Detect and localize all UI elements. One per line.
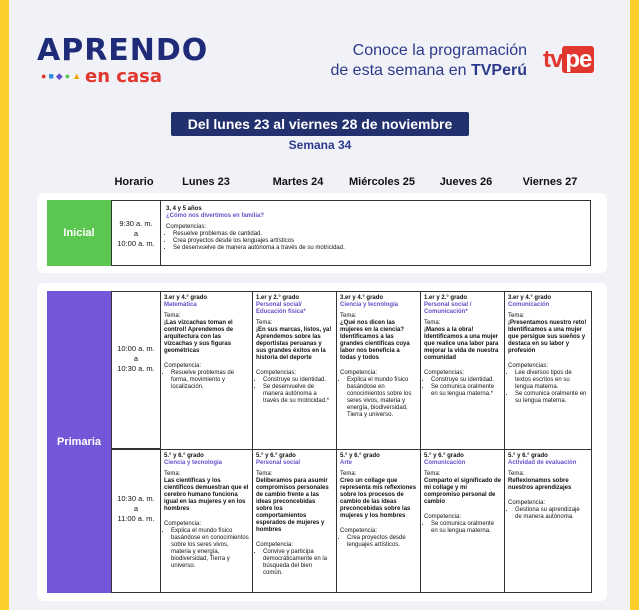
week-label: Semana 34 xyxy=(288,138,352,152)
grade-label: 3.er y 4.° grado xyxy=(164,295,208,301)
competencia-item: • Explica el mundo físico basándose en conocimientos sobre los seres vivos, materia y energía, biodiversidad, Tierra y universo. xyxy=(347,377,417,419)
tema-label: Tema: xyxy=(164,313,181,319)
primaria-time-1: 10:00 a. m. a 10:30 a. m. xyxy=(111,291,161,449)
subject-label: Personal social xyxy=(256,460,301,466)
competencia-list xyxy=(164,370,249,391)
logo-line1: APRENDO xyxy=(37,33,209,68)
grade-label: 1.er y 2.° grado xyxy=(424,295,468,301)
competencia-item: • Resuelve problemas de forma, movimiento y localización. xyxy=(171,370,249,391)
header-jueves: Jueves 26 xyxy=(439,176,493,188)
grade-label: 3.er y 4.° grado xyxy=(508,295,552,301)
competencia-item: • Se comunica oralmente en su lengua materna. xyxy=(515,391,588,405)
competencia-list xyxy=(256,377,333,405)
tema-text: Las científicas y los científicos demuestran que el cerebro humano funciona igual en las mujeres y en los hombres xyxy=(164,478,249,512)
tema-label: Tema: xyxy=(340,313,357,319)
tagline-line1: Conoce la programación xyxy=(352,42,527,59)
subject-label: Personal social / Comunicación* xyxy=(424,302,472,315)
session-cell xyxy=(504,291,592,450)
session-cell xyxy=(504,449,592,593)
competencia-item: • Se comunica oralmente en su lengua materna. xyxy=(431,521,501,535)
competencia-list xyxy=(164,528,249,570)
competencia-label: Competencia: xyxy=(164,521,202,527)
header-viernes: Viernes 27 xyxy=(522,176,578,188)
competencia-label: Competencia: xyxy=(256,542,294,548)
tema-label: Tema: xyxy=(256,320,273,326)
subject-label: Ciencia y tecnología xyxy=(164,460,223,466)
competencia-label: Competencias: xyxy=(256,370,297,376)
tema-text: Reflexionamos sobre nuestros aprendizajes xyxy=(508,478,572,491)
competencia-item: • Construye su identidad. xyxy=(263,377,333,384)
competencia-list xyxy=(508,507,588,521)
tema-label: Tema: xyxy=(256,471,273,477)
competencia-list xyxy=(340,377,417,419)
competencia-item: • Se desenvuelve de manera autónoma a través de su motricidad.* xyxy=(263,384,333,405)
header-martes: Martes 24 xyxy=(272,176,324,188)
subject-label: Personal social/ Educación física* xyxy=(256,302,306,315)
tema-label: Tema: xyxy=(424,320,441,326)
primaria-time-2: 10:30 a. m. a 11:00 a. m. xyxy=(111,449,161,593)
grade-label: 5.° y 6.° grado xyxy=(424,453,464,459)
competencia-label: Competencia: xyxy=(340,528,378,534)
subject-label: Ciencia y tecnología xyxy=(340,302,399,308)
subject-label: Comunicación xyxy=(508,302,550,308)
session-title: ¿Cómo nos divertimos en familia? xyxy=(166,213,265,219)
tema-label: Tema: xyxy=(508,471,525,477)
competencia-item: • Convive y participa democráticamente en la búsqueda del bien común. xyxy=(263,549,333,577)
grade-label: 5.° y 6.° grado xyxy=(340,453,380,459)
inicial-time: 9:30 a. m. a 10:00 a. m. xyxy=(111,200,161,266)
competencia-item: • Lee diversos tipos de textos escritos en su lengua materna. xyxy=(515,370,588,391)
session-cell xyxy=(252,291,337,450)
competencias-list: • Resuelve problemas de cantidad. • Crea proyectos desde los lenguajes artísticos • Se desenvuelve de manera autónoma a través de su motricidad. xyxy=(166,231,585,252)
grade-label: 5.° y 6.° grado xyxy=(164,453,204,459)
grade-label: 1.er y 2.° grado xyxy=(256,295,300,301)
competencia-label: Competencias: xyxy=(424,370,465,376)
logo-line2: en casa xyxy=(85,66,162,87)
session-cell xyxy=(420,291,505,450)
competencia-item: • Gestiona su aprendizaje de manera autónoma. xyxy=(515,507,588,521)
primaria-label: Primaria xyxy=(47,291,111,593)
session-cell xyxy=(336,291,421,450)
tagline-line2: de esta semana en TVPerú xyxy=(330,62,527,79)
session-cell xyxy=(336,449,421,593)
header-miercoles: Miércoles 25 xyxy=(348,176,416,188)
header-lunes: Lunes 23 xyxy=(182,176,230,188)
inicial-label: Inicial xyxy=(47,200,111,266)
tema-text: ¡En sus marcas, listos, ya! Aprendemos sobre las deportistas peruanas y sus grandes éxitos en la historia del deporte xyxy=(256,327,332,361)
competencia-list xyxy=(256,549,333,577)
grade-label: 3, 4 y 5 años xyxy=(166,206,202,212)
tvperu-logo: tv pe xyxy=(543,46,603,76)
tema-text: ¡Presentamos nuestro reto! Identificamos a una mujer que persigue sus sueños y destaca en su labor y profesión xyxy=(508,320,587,354)
tema-text: Comparto el significado de mi collage y mi compromiso personal de cambio xyxy=(424,478,502,505)
competencia-list xyxy=(340,535,417,549)
subject-label: Arte xyxy=(340,460,353,466)
competencia-item: • Se comunica oralmente en su lengua materna.* xyxy=(431,384,501,398)
competencia-label: Competencia: xyxy=(508,500,546,506)
tagline xyxy=(282,41,527,81)
header-horario: Horario xyxy=(114,176,154,188)
competencia-label: Competencia: xyxy=(164,363,202,369)
subject-label: Matemática xyxy=(164,302,197,308)
tema-text: ¿Qué nos dicen las mujeres en la ciencia? Identificamos a las grandes científicas cuya labor nos beneficia a todas y todos xyxy=(340,320,410,361)
session-cell xyxy=(420,449,505,593)
inicial-cell xyxy=(160,200,591,266)
tema-text: ¡Las vizcachas toman el control! Aprendemos de arquitectura con las vizcachas y sus figuras geométricas xyxy=(164,320,234,354)
competencia-list xyxy=(424,521,501,535)
competencias-label: Competencias: xyxy=(166,224,207,230)
competencia-item: • Explica el mundo físico basándose en conocimientos sobre los seres vivos, materia y energía, biodiversidad, Tierra y universo. xyxy=(171,528,249,570)
tema-label: Tema: xyxy=(424,471,441,477)
session-cell xyxy=(252,449,337,593)
grade-label: 5.° y 6.° grado xyxy=(256,453,296,459)
competencia-list xyxy=(424,377,501,398)
date-banner: Del lunes 23 al viernes 28 de noviembre xyxy=(171,112,469,136)
session-cell xyxy=(160,449,253,593)
competencia-item: • Crea proyectos desde lenguajes artísticos. xyxy=(347,535,417,549)
tema-label: Tema: xyxy=(340,471,357,477)
tema-text: ¡Manos a la obra! Identificamos a una mujer que realice una labor para mejorar la vida de nuestra comunidad xyxy=(424,327,499,361)
competencia-label: Competencia: xyxy=(424,514,462,520)
session-cell xyxy=(160,291,253,450)
subject-label: Actividad de evaluación xyxy=(508,460,577,466)
grade-label: 3.er y 4.° grado xyxy=(340,295,384,301)
tema-label: Tema: xyxy=(508,313,525,319)
tema-label: Tema: xyxy=(164,471,181,477)
logo-dots: ●■◆●▲ xyxy=(41,71,84,81)
grade-label: 5.° y 6.° grado xyxy=(508,453,548,459)
competencia-label: Competencia: xyxy=(340,370,378,376)
competencia-list xyxy=(508,370,588,405)
tema-text: Deliberamos para asumir compromisos personales de cambio frente a las ideas preconcebidas sobre los comportamientos esperados de mujeres y hombres xyxy=(256,478,329,533)
competencia-item: • Construye su identidad. xyxy=(431,377,501,384)
tema-text: Creo un collage que representa mis reflexiones sobre los procesos de cambio de las ideas preconcebidas sobre las mujeres y los hombres xyxy=(340,478,417,519)
competencia-label: Competencias: xyxy=(508,363,549,369)
aprendo-en-casa-logo xyxy=(37,33,209,87)
subject-label: Comunicación xyxy=(424,460,466,466)
